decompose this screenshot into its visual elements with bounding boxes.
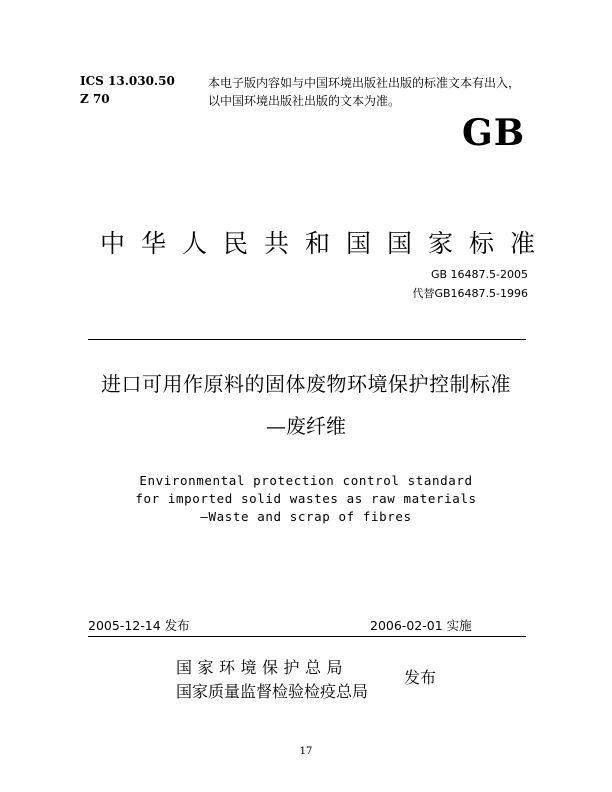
standard-number: GB 16487.5-2005 [430,268,528,281]
notice-line-1: 本电子版内容如与中国环境出版社出版的标准文本有出入， [208,76,521,90]
title-english-line-2: for imported solid wastes as raw materials [135,491,477,506]
top-divider [88,339,526,340]
title-english-line-1: Environmental protection control standard [139,473,473,488]
issuer-line-2: 国家质量监督检验检疫总局 [176,682,369,701]
publish-label: 发布 [404,668,437,687]
title-english-line-3: —Waste and scrap of fibres [200,509,412,524]
title-chinese: 进口可用作原料的固体废物环境保护控制标准 [101,372,511,396]
classification-code: Z 70 [80,92,110,106]
gb-logo: GB [462,112,526,154]
subtitle-chinese: —废纤维 [266,414,346,438]
ics-code: ICS 13.030.50 [80,74,175,88]
bottom-divider [88,636,526,637]
national-standard-heading: 中华人民共和国国家标准 [100,229,552,258]
issue-date: 2005-12-14 发布 [88,618,190,633]
issuer-line-1: 国家环境保护总局 [176,658,349,677]
implementation-date: 2006-02-01 实施 [370,618,472,633]
replaces-standard: 代替GB16487.5-1996 [412,287,528,300]
notice-line-2: 以中国环境出版社出版的文本为准。 [208,94,401,108]
page-number: 17 [299,746,313,757]
